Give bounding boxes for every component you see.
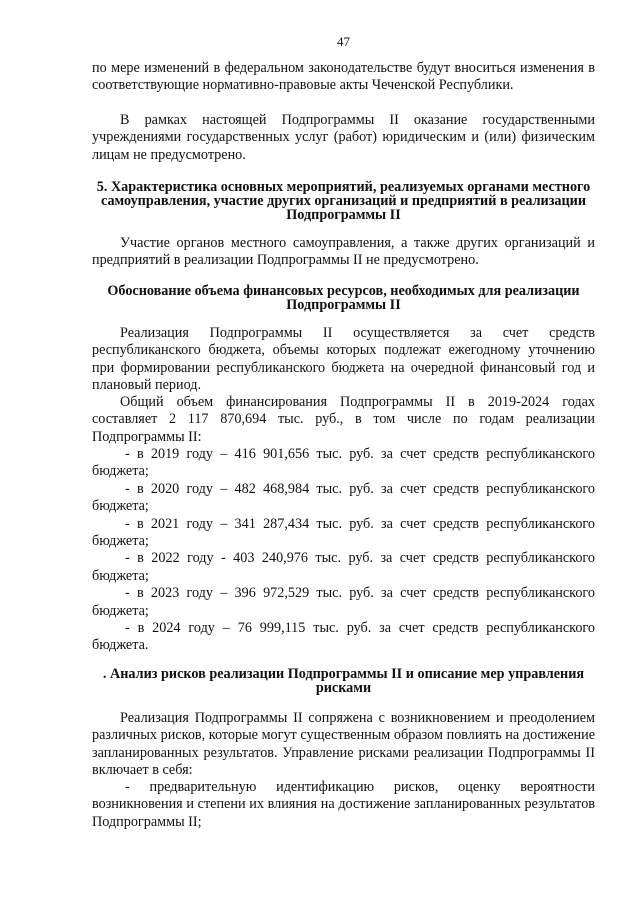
finance-list	[92, 446, 595, 655]
risk-list-item: - предварительную идентификацию рисков, оценку вероятности возникновения и степени их влияния на достижение запланированных результатов Подпрограммы II;	[92, 779, 595, 830]
finance-paragraph-1: Реализация Подпрограммы II осуществляется за счет средств республиканского бюджета, объемы которых подлежат ежегодному уточнению при формировании республиканского бюджета на очередной финансовый год и плановый период.	[92, 325, 595, 394]
finance-list-item: - в 2023 году – 396 972,529 тыс. руб. за счет средств республиканского бюджета;	[92, 585, 595, 619]
continued-paragraph	[92, 60, 595, 95]
finance-list-item: - в 2022 году - 403 240,976 тыс. руб. за счет средств республиканского бюджета;	[92, 550, 595, 584]
section5-text: Участие органов местного самоуправления, а также других организаций и предприятий в реализации Подпрограммы II не предусмотрено.	[92, 235, 595, 269]
finance-paragraph-2: Общий объем финансирования Подпрограммы II в 2019-2024 годах составляет 2 117 870,694 тыс. руб., в том числе по годам реализации Подпрограммы II:	[92, 394, 595, 445]
section5-title: 5. Характеристика основных мероприятий, реализуемых органами местного самоуправления, участие других организаций и предприятий в реализации Подпрограммы II	[96, 179, 591, 223]
paragraph-services: В рамках настоящей Подпрограммы II оказание государственными учреждениями государственных услуг (работ) юридическим и (или) физическим лицам не предусмотрено.	[92, 112, 595, 163]
finance-list-item: - в 2020 году – 482 468,984 тыс. руб. за счет средств республиканского бюджета;	[92, 480, 595, 515]
risk-paragraph: Реализация Подпрограммы II сопряжена с возникновением и преодолением различных рисков, которые могут существенным образом повлиять на достижение запланированных результатов. Управление рисками реализации Подпрограммы II включает в себя:	[92, 710, 595, 779]
finance-list-item: - в 2019 году – 416 901,656 тыс. руб. за счет средств республиканского бюджета;	[92, 446, 595, 480]
finance-list-item: - в 2024 году – 76 999,115 тыс. руб. за счет средств республиканского бюджета.	[92, 620, 595, 654]
finance-list-item: - в 2021 году – 341 287,434 тыс. руб. за счет средств республиканского бюджета;	[92, 515, 595, 550]
finance-title: Обоснование объема финансовых ресурсов, необходимых для реализации Подпрограммы II	[107, 283, 580, 313]
paragraph-continuation: по мере изменений в федеральном законодательстве будут вноситься изменения в соответствующие нормативно-правовые акты Чеченской Республики.	[92, 60, 595, 94]
risk-title: . Анализ рисков реализации Подпрограммы II и описание мер управления рисками	[102, 666, 585, 696]
page-number: 47	[337, 34, 350, 49]
